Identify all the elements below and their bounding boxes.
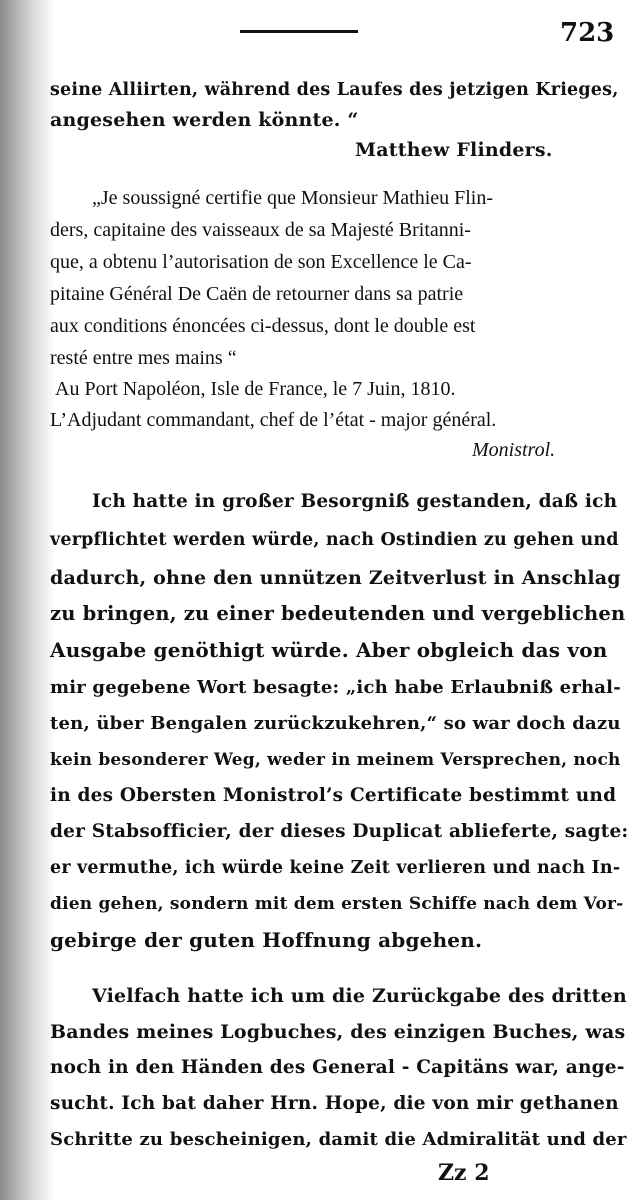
- text-line: zu bringen, zu einer bedeutenden und vergeblichen: [50, 602, 626, 625]
- text-line: verpflichtet werden würde, nach Ostindien zu gehen und: [50, 530, 619, 550]
- text-line: Bandes meines Logbuches, des einzigen Buches, was: [50, 1021, 626, 1043]
- french-line: resté entre mes mains “: [50, 347, 237, 369]
- text-line: sucht. Ich bat daher Hrn. Hope, die von mir gethanen: [50, 1093, 619, 1114]
- text-line: mir gegebene Wort besagte: „ich habe Erlaubniß erhal-: [50, 677, 621, 698]
- official-title: L’Adjudant commandant, chef de l’état - major général.: [50, 409, 497, 431]
- place-date: Au Port Napoléon, Isle de France, le 7 Juin, 1810.: [55, 378, 456, 400]
- signature-flinders: Matthew Flinders.: [355, 139, 553, 161]
- french-line: „Je soussigné certifie que Monsieur Mathieu Flin-: [92, 187, 494, 209]
- text-line: Ausgabe genöthigt würde. Aber obgleich das von: [50, 638, 608, 662]
- page-number: 723: [560, 18, 615, 48]
- text-line: dadurch, ohne den unnützen Zeitverlust in Anschlag: [50, 567, 621, 589]
- french-line: pitaine Général De Caën de retourner dans sa patrie: [50, 283, 464, 305]
- text-line: seine Alliirten, während des Laufes des jetzigen Krieges,: [50, 80, 619, 100]
- text-line: er vermuthe, ich würde keine Zeit verlieren und nach In-: [50, 858, 621, 878]
- text-line: kein besonderer Weg, weder in meinem Versprechen, noch: [50, 750, 621, 770]
- text-line: Schritte zu bescheinigen, damit die Admiralität und der: [50, 1129, 627, 1150]
- text-line: Vielfach hatte ich um die Zurückgabe des dritten: [92, 985, 627, 1007]
- text-line: Ich hatte in großer Besorgniß gestanden, daß ich: [92, 491, 618, 512]
- signature-monistrol: Monistrol.: [472, 439, 556, 461]
- text-line: der Stabsofficier, der dieses Duplicat ablieferte, sagte:: [50, 821, 629, 842]
- text-line: gebirge der guten Hoffnung abgehen.: [50, 928, 483, 952]
- signature-mark: Zz 2: [438, 1160, 490, 1186]
- text-line: angesehen werden könnte. “: [50, 109, 359, 131]
- text-line: ten, über Bengalen zurückzukehren,“ so war doch dazu: [50, 713, 621, 734]
- french-line: ders, capitaine des vaisseaux de sa Majesté Britanni-: [50, 219, 471, 241]
- header-rule: [240, 30, 358, 33]
- text-line: noch in den Händen des General - Capitäns war, ange-: [50, 1057, 625, 1078]
- french-line: que, a obtenu l’autorisation de son Excellence le Ca-: [50, 251, 472, 273]
- text-line: in des Obersten Monistrol’s Certificate bestimmt und: [50, 785, 617, 806]
- binding-shadow: [0, 0, 55, 1200]
- french-line: aux conditions énoncées ci-dessus, dont le double est: [50, 315, 476, 337]
- text-line: dien gehen, sondern mit dem ersten Schiffe nach dem Vor-: [50, 894, 624, 914]
